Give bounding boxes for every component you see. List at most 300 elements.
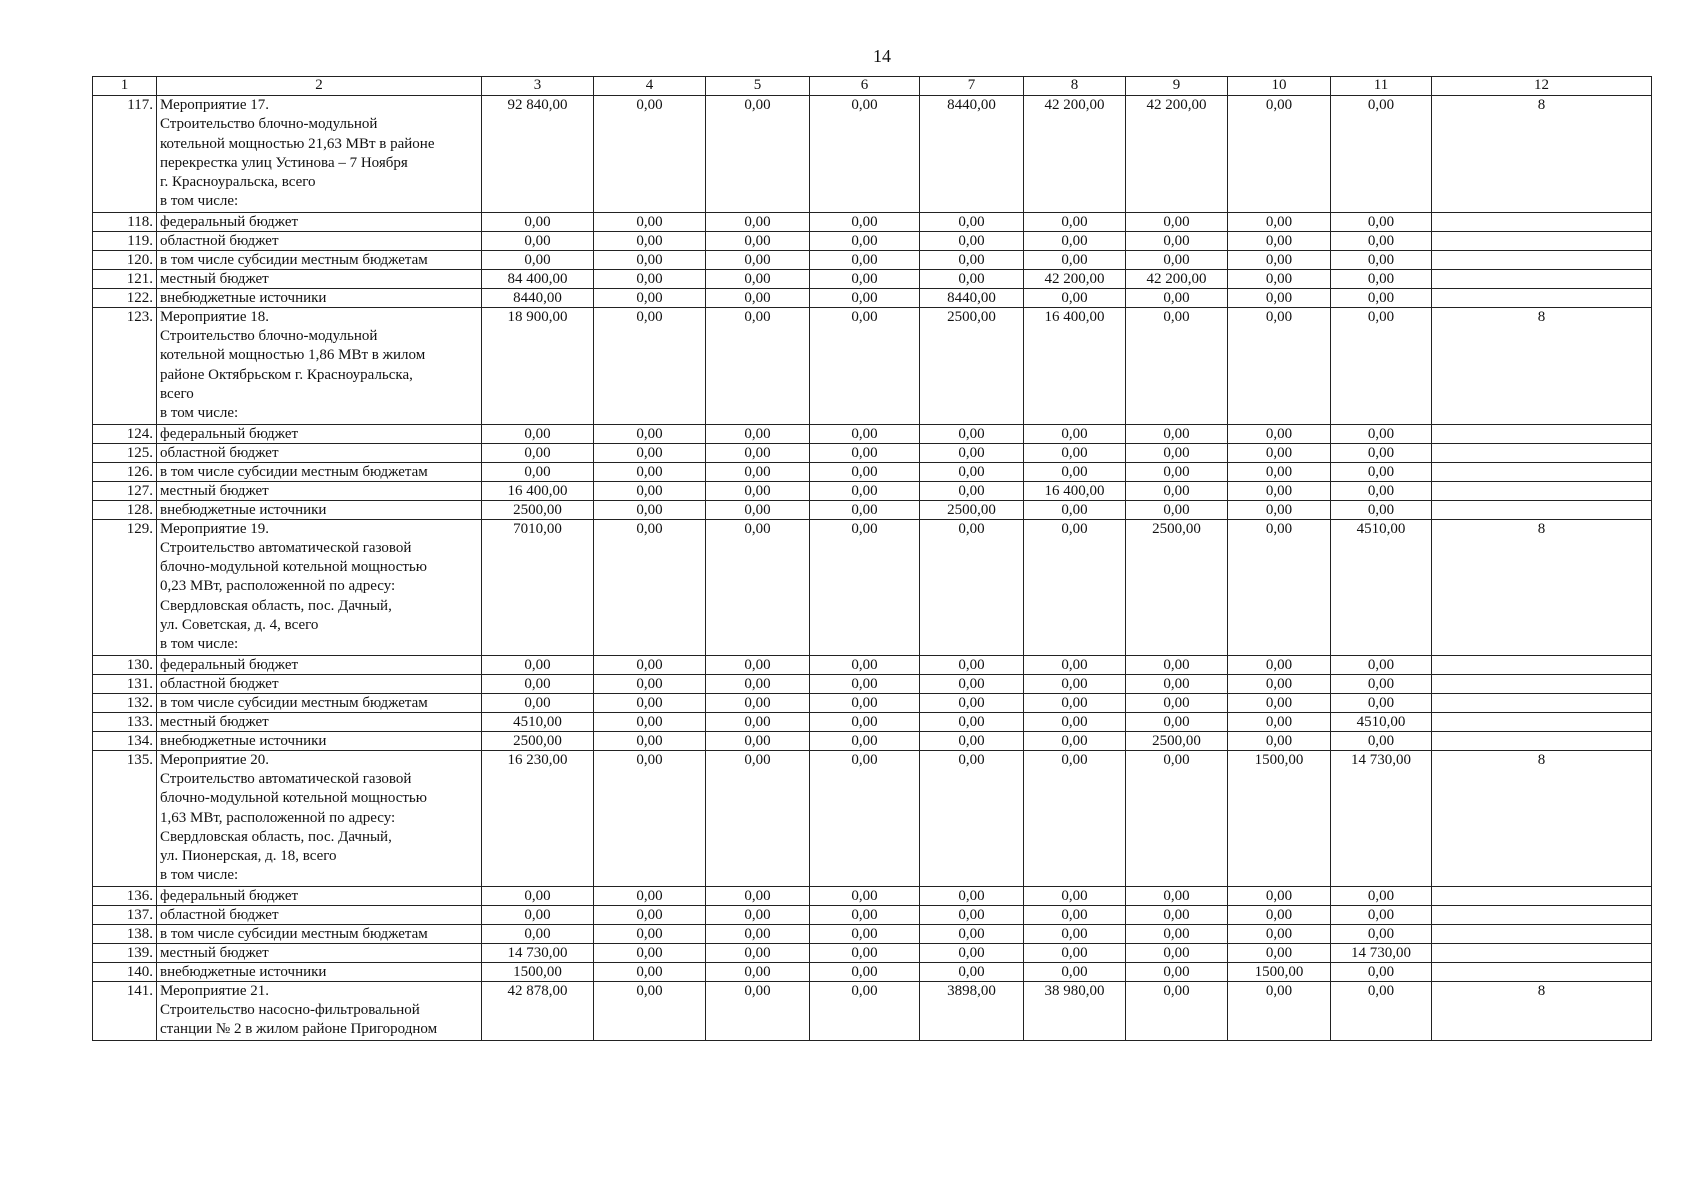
amount-cell: 42 200,00 (1024, 269, 1126, 288)
amount-cell: 0,00 (706, 462, 810, 481)
amount-cell: 0,00 (1024, 424, 1126, 443)
amount-cell: 8440,00 (482, 288, 594, 307)
amount-cell: 0,00 (920, 462, 1024, 481)
amount-cell: 0,00 (810, 962, 920, 981)
amount-cell: 14 730,00 (1331, 750, 1432, 886)
description-line: 0,23 МВт, расположенной по адресу: (160, 578, 396, 595)
target-indicator-cell (1432, 886, 1652, 905)
description-line: областной бюджет (160, 675, 279, 692)
amount-cell: 8440,00 (920, 288, 1024, 307)
description-line: котельной мощностью 1,86 МВт в жилом (160, 347, 426, 364)
amount-cell: 16 230,00 (482, 750, 594, 886)
row-description (157, 462, 482, 481)
amount-cell: 0,00 (1228, 269, 1331, 288)
amount-cell: 0,00 (1024, 288, 1126, 307)
amount-cell: 0,00 (810, 231, 920, 250)
amount-cell: 0,00 (920, 886, 1024, 905)
description-line: Строительство блочно-модульной (160, 328, 378, 345)
amount-cell: 0,00 (594, 655, 706, 674)
amount-cell: 0,00 (1228, 943, 1331, 962)
amount-cell: 0,00 (1331, 905, 1432, 924)
row-number: 125. (93, 443, 157, 462)
amount-cell: 0,00 (920, 212, 1024, 231)
description-line: местный бюджет (160, 713, 269, 730)
description-line: котельной мощностью 21,63 МВт в районе (160, 135, 435, 152)
amount-cell: 0,00 (1228, 693, 1331, 712)
row-description (157, 250, 482, 269)
table-row (93, 462, 1652, 481)
description-line: Строительство блочно-модульной (160, 116, 378, 133)
amount-cell: 0,00 (1331, 731, 1432, 750)
row-description (157, 269, 482, 288)
table-row (93, 481, 1652, 500)
amount-cell: 0,00 (706, 250, 810, 269)
amount-cell: 0,00 (1228, 519, 1331, 655)
amount-cell: 3898,00 (920, 981, 1024, 1040)
description-line: Строительство насосно-фильтровальной (160, 1002, 420, 1019)
table-row (93, 981, 1652, 1040)
amount-cell: 0,00 (1024, 943, 1126, 962)
row-description (157, 443, 482, 462)
amount-cell: 2500,00 (1126, 519, 1228, 655)
amount-cell: 0,00 (1126, 962, 1228, 981)
amount-cell: 0,00 (1228, 96, 1331, 213)
amount-cell: 0,00 (810, 269, 920, 288)
table-row (93, 307, 1652, 424)
column-header: 9 (1126, 77, 1228, 96)
amount-cell: 0,00 (1024, 519, 1126, 655)
amount-cell: 0,00 (594, 981, 706, 1040)
target-indicator-cell: 8 (1432, 96, 1652, 213)
amount-cell: 0,00 (1331, 307, 1432, 424)
target-indicator-cell (1432, 443, 1652, 462)
amount-cell: 0,00 (920, 905, 1024, 924)
description-line: областной бюджет (160, 232, 279, 249)
amount-cell: 14 730,00 (482, 943, 594, 962)
amount-cell: 0,00 (594, 750, 706, 886)
description-line: в том числе субсидии местным бюджетам (160, 925, 428, 942)
amount-cell: 0,00 (706, 655, 810, 674)
amount-cell: 0,00 (920, 731, 1024, 750)
amount-cell: 0,00 (1126, 924, 1228, 943)
row-number: 131. (93, 674, 157, 693)
amount-cell: 0,00 (1228, 212, 1331, 231)
amount-cell: 0,00 (810, 655, 920, 674)
row-description (157, 981, 482, 1040)
row-number: 138. (93, 924, 157, 943)
table-row (93, 943, 1652, 962)
amount-cell: 0,00 (1126, 462, 1228, 481)
amount-cell: 0,00 (810, 731, 920, 750)
description-line: г. Красноуральска, всего (160, 174, 316, 191)
row-number: 120. (93, 250, 157, 269)
amount-cell: 0,00 (1024, 212, 1126, 231)
amount-cell: 38 980,00 (1024, 981, 1126, 1040)
budget-table (92, 76, 1652, 1041)
amount-cell: 4510,00 (1331, 519, 1432, 655)
amount-cell: 84 400,00 (482, 269, 594, 288)
table-row (93, 750, 1652, 886)
amount-cell: 0,00 (706, 231, 810, 250)
amount-cell: 0,00 (810, 924, 920, 943)
row-number: 140. (93, 962, 157, 981)
description-line: Свердловская область, пос. Дачный, (160, 597, 392, 614)
row-description (157, 750, 482, 886)
amount-cell: 0,00 (1126, 500, 1228, 519)
amount-cell: 0,00 (1024, 693, 1126, 712)
table-row (93, 424, 1652, 443)
row-description (157, 212, 482, 231)
row-description (157, 231, 482, 250)
table-row (93, 288, 1652, 307)
amount-cell: 0,00 (706, 943, 810, 962)
description-line: областной бюджет (160, 444, 279, 461)
amount-cell: 0,00 (594, 212, 706, 231)
amount-cell: 0,00 (1126, 693, 1228, 712)
amount-cell: 0,00 (594, 500, 706, 519)
amount-cell: 2500,00 (482, 731, 594, 750)
table-row (93, 96, 1652, 213)
amount-cell: 16 400,00 (482, 481, 594, 500)
description-line: ул. Советская, д. 4, всего (160, 617, 319, 634)
description-line: в том числе субсидии местным бюджетам (160, 463, 428, 480)
amount-cell: 0,00 (1024, 712, 1126, 731)
amount-cell: 0,00 (920, 943, 1024, 962)
amount-cell: 0,00 (810, 886, 920, 905)
amount-cell: 0,00 (1331, 886, 1432, 905)
table-row (93, 712, 1652, 731)
amount-cell: 4510,00 (482, 712, 594, 731)
target-indicator-cell (1432, 481, 1652, 500)
amount-cell: 0,00 (706, 443, 810, 462)
amount-cell: 0,00 (1126, 288, 1228, 307)
amount-cell: 16 400,00 (1024, 307, 1126, 424)
row-number: 119. (93, 231, 157, 250)
amount-cell: 0,00 (1228, 674, 1331, 693)
amount-cell: 0,00 (706, 500, 810, 519)
amount-cell: 0,00 (706, 481, 810, 500)
amount-cell: 0,00 (1024, 443, 1126, 462)
amount-cell: 0,00 (594, 924, 706, 943)
row-number: 133. (93, 712, 157, 731)
row-description (157, 924, 482, 943)
amount-cell: 0,00 (1024, 962, 1126, 981)
column-header: 11 (1331, 77, 1432, 96)
row-number: 121. (93, 269, 157, 288)
table-body (93, 96, 1652, 1041)
amount-cell: 0,00 (1228, 231, 1331, 250)
amount-cell: 0,00 (1126, 750, 1228, 886)
row-number: 130. (93, 655, 157, 674)
row-number: 128. (93, 500, 157, 519)
row-number: 122. (93, 288, 157, 307)
amount-cell: 0,00 (810, 424, 920, 443)
amount-cell: 0,00 (706, 924, 810, 943)
column-header: 1 (93, 77, 157, 96)
amount-cell: 0,00 (706, 307, 810, 424)
description-line: федеральный бюджет (160, 213, 299, 230)
amount-cell: 0,00 (1126, 981, 1228, 1040)
amount-cell: 0,00 (920, 655, 1024, 674)
amount-cell: 0,00 (1228, 424, 1331, 443)
target-indicator-cell (1432, 962, 1652, 981)
amount-cell: 0,00 (706, 693, 810, 712)
amount-cell: 0,00 (1331, 231, 1432, 250)
amount-cell: 0,00 (1331, 981, 1432, 1040)
amount-cell: 0,00 (594, 962, 706, 981)
amount-cell: 0,00 (920, 269, 1024, 288)
amount-cell: 0,00 (1228, 443, 1331, 462)
table-row (93, 212, 1652, 231)
amount-cell: 0,00 (1024, 462, 1126, 481)
description-line: ул. Пионерская, д. 18, всего (160, 848, 337, 865)
description-line: областной бюджет (160, 906, 279, 923)
target-indicator-cell: 8 (1432, 750, 1652, 886)
column-number-header-row (93, 77, 1652, 96)
amount-cell: 0,00 (810, 519, 920, 655)
amount-cell: 0,00 (1331, 962, 1432, 981)
amount-cell: 0,00 (594, 519, 706, 655)
description-line: местный бюджет (160, 482, 269, 499)
amount-cell: 0,00 (1126, 886, 1228, 905)
description-line: всего (160, 385, 194, 402)
amount-cell: 0,00 (1228, 655, 1331, 674)
amount-cell: 0,00 (1331, 269, 1432, 288)
amount-cell: 0,00 (594, 462, 706, 481)
amount-cell: 0,00 (482, 886, 594, 905)
amount-cell: 0,00 (810, 674, 920, 693)
target-indicator-cell (1432, 712, 1652, 731)
amount-cell: 42 200,00 (1126, 96, 1228, 213)
amount-cell: 0,00 (594, 231, 706, 250)
table-row (93, 655, 1652, 674)
amount-cell: 0,00 (1331, 424, 1432, 443)
amount-cell: 0,00 (594, 443, 706, 462)
row-number: 141. (93, 981, 157, 1040)
description-line: блочно-модульной котельной мощностью (160, 559, 427, 576)
amount-cell: 2500,00 (482, 500, 594, 519)
amount-cell: 0,00 (594, 905, 706, 924)
target-indicator-cell (1432, 674, 1652, 693)
amount-cell: 0,00 (1126, 905, 1228, 924)
amount-cell: 1500,00 (482, 962, 594, 981)
amount-cell: 0,00 (1126, 231, 1228, 250)
description-line: станции № 2 в жилом районе Пригородном (160, 1021, 438, 1038)
target-indicator-cell: 8 (1432, 519, 1652, 655)
target-indicator-cell: 8 (1432, 981, 1652, 1040)
amount-cell: 0,00 (706, 750, 810, 886)
amount-cell: 0,00 (1228, 981, 1331, 1040)
amount-cell: 0,00 (1228, 288, 1331, 307)
column-header: 4 (594, 77, 706, 96)
amount-cell: 8440,00 (920, 96, 1024, 213)
amount-cell: 0,00 (810, 500, 920, 519)
target-indicator-cell (1432, 231, 1652, 250)
column-header: 3 (482, 77, 594, 96)
description-line: федеральный бюджет (160, 425, 299, 442)
amount-cell: 0,00 (920, 674, 1024, 693)
amount-cell: 0,00 (1331, 674, 1432, 693)
row-number: 118. (93, 212, 157, 231)
amount-cell: 0,00 (1331, 443, 1432, 462)
amount-cell: 0,00 (594, 674, 706, 693)
amount-cell: 0,00 (810, 712, 920, 731)
amount-cell: 0,00 (1024, 231, 1126, 250)
row-description (157, 731, 482, 750)
description-line: федеральный бюджет (160, 656, 299, 673)
target-indicator-cell (1432, 655, 1652, 674)
amount-cell: 0,00 (594, 307, 706, 424)
table-row (93, 250, 1652, 269)
amount-cell: 0,00 (706, 905, 810, 924)
amount-cell: 0,00 (1126, 674, 1228, 693)
amount-cell: 0,00 (920, 424, 1024, 443)
description-line: в том числе субсидии местным бюджетам (160, 251, 428, 268)
description-line: местный бюджет (160, 944, 269, 961)
amount-cell: 0,00 (706, 424, 810, 443)
description-line: Мероприятие 20. (160, 751, 269, 768)
amount-cell: 0,00 (706, 96, 810, 213)
amount-cell: 0,00 (1331, 693, 1432, 712)
amount-cell: 0,00 (706, 731, 810, 750)
row-description (157, 886, 482, 905)
target-indicator-cell (1432, 500, 1652, 519)
row-number: 117. (93, 96, 157, 213)
description-line: 1,63 МВт, расположенной по адресу: (160, 809, 396, 826)
row-description (157, 905, 482, 924)
amount-cell: 0,00 (1331, 288, 1432, 307)
target-indicator-cell (1432, 250, 1652, 269)
amount-cell: 0,00 (920, 962, 1024, 981)
row-description (157, 693, 482, 712)
row-number: 136. (93, 886, 157, 905)
amount-cell: 0,00 (1228, 250, 1331, 269)
amount-cell: 2500,00 (920, 307, 1024, 424)
amount-cell: 0,00 (810, 443, 920, 462)
amount-cell: 0,00 (810, 481, 920, 500)
description-line: в том числе: (160, 193, 239, 210)
target-indicator-cell (1432, 212, 1652, 231)
amount-cell: 0,00 (1228, 307, 1331, 424)
table-row (93, 269, 1652, 288)
amount-cell: 4510,00 (1331, 712, 1432, 731)
amount-cell: 0,00 (594, 424, 706, 443)
description-line: внебюджетные источники (160, 732, 327, 749)
description-line: местный бюджет (160, 270, 269, 287)
row-description (157, 943, 482, 962)
row-description (157, 962, 482, 981)
amount-cell: 0,00 (810, 981, 920, 1040)
table-row (93, 693, 1652, 712)
row-number: 132. (93, 693, 157, 712)
amount-cell: 16 400,00 (1024, 481, 1126, 500)
amount-cell: 0,00 (594, 731, 706, 750)
amount-cell: 0,00 (1228, 500, 1331, 519)
amount-cell: 0,00 (1228, 924, 1331, 943)
amount-cell: 0,00 (1024, 731, 1126, 750)
amount-cell: 0,00 (1126, 307, 1228, 424)
column-header: 7 (920, 77, 1024, 96)
amount-cell: 0,00 (594, 288, 706, 307)
amount-cell: 0,00 (1228, 462, 1331, 481)
amount-cell: 0,00 (594, 250, 706, 269)
row-description (157, 96, 482, 213)
amount-cell: 0,00 (920, 519, 1024, 655)
description-line: Свердловская область, пос. Дачный, (160, 828, 392, 845)
column-header: 10 (1228, 77, 1331, 96)
amount-cell: 2500,00 (1126, 731, 1228, 750)
amount-cell: 0,00 (482, 231, 594, 250)
amount-cell: 42 200,00 (1024, 96, 1126, 213)
amount-cell: 0,00 (594, 481, 706, 500)
amount-cell: 0,00 (810, 693, 920, 712)
amount-cell: 0,00 (1228, 712, 1331, 731)
row-description (157, 655, 482, 674)
amount-cell: 0,00 (594, 886, 706, 905)
table-row (93, 231, 1652, 250)
amount-cell: 0,00 (1228, 886, 1331, 905)
amount-cell: 0,00 (1331, 250, 1432, 269)
row-description (157, 288, 482, 307)
table-row (93, 674, 1652, 693)
amount-cell: 14 730,00 (1331, 943, 1432, 962)
amount-cell: 0,00 (1331, 212, 1432, 231)
amount-cell: 0,00 (594, 943, 706, 962)
description-line: блочно-модульной котельной мощностью (160, 790, 427, 807)
amount-cell: 0,00 (482, 250, 594, 269)
target-indicator-cell (1432, 905, 1652, 924)
amount-cell: 0,00 (1126, 655, 1228, 674)
description-line: в том числе: (160, 405, 239, 422)
row-description (157, 519, 482, 655)
row-number: 134. (93, 731, 157, 750)
row-number: 129. (93, 519, 157, 655)
amount-cell: 0,00 (1126, 250, 1228, 269)
amount-cell: 0,00 (920, 924, 1024, 943)
amount-cell: 7010,00 (482, 519, 594, 655)
amount-cell: 2500,00 (920, 500, 1024, 519)
amount-cell: 0,00 (1126, 443, 1228, 462)
row-description (157, 674, 482, 693)
page-number: 14 (873, 46, 891, 66)
row-description (157, 481, 482, 500)
amount-cell: 42 878,00 (482, 981, 594, 1040)
amount-cell: 0,00 (1126, 943, 1228, 962)
amount-cell: 0,00 (920, 443, 1024, 462)
amount-cell: 0,00 (482, 693, 594, 712)
amount-cell: 0,00 (920, 693, 1024, 712)
amount-cell: 0,00 (1024, 500, 1126, 519)
amount-cell: 0,00 (1024, 924, 1126, 943)
amount-cell: 0,00 (1228, 905, 1331, 924)
description-line: Мероприятие 17. (160, 97, 269, 113)
row-number: 137. (93, 905, 157, 924)
amount-cell: 0,00 (482, 462, 594, 481)
target-indicator-cell (1432, 269, 1652, 288)
amount-cell: 18 900,00 (482, 307, 594, 424)
amount-cell: 42 200,00 (1126, 269, 1228, 288)
description-line: Мероприятие 19. (160, 520, 269, 537)
description-line: районе Октябрьском г. Красноуральска, (160, 366, 413, 383)
amount-cell: 0,00 (1126, 712, 1228, 731)
amount-cell: 0,00 (920, 712, 1024, 731)
amount-cell: 0,00 (810, 905, 920, 924)
table-row (93, 500, 1652, 519)
description-line: в том числе: (160, 636, 239, 653)
amount-cell: 0,00 (706, 269, 810, 288)
amount-cell: 0,00 (1331, 500, 1432, 519)
amount-cell: 0,00 (706, 981, 810, 1040)
